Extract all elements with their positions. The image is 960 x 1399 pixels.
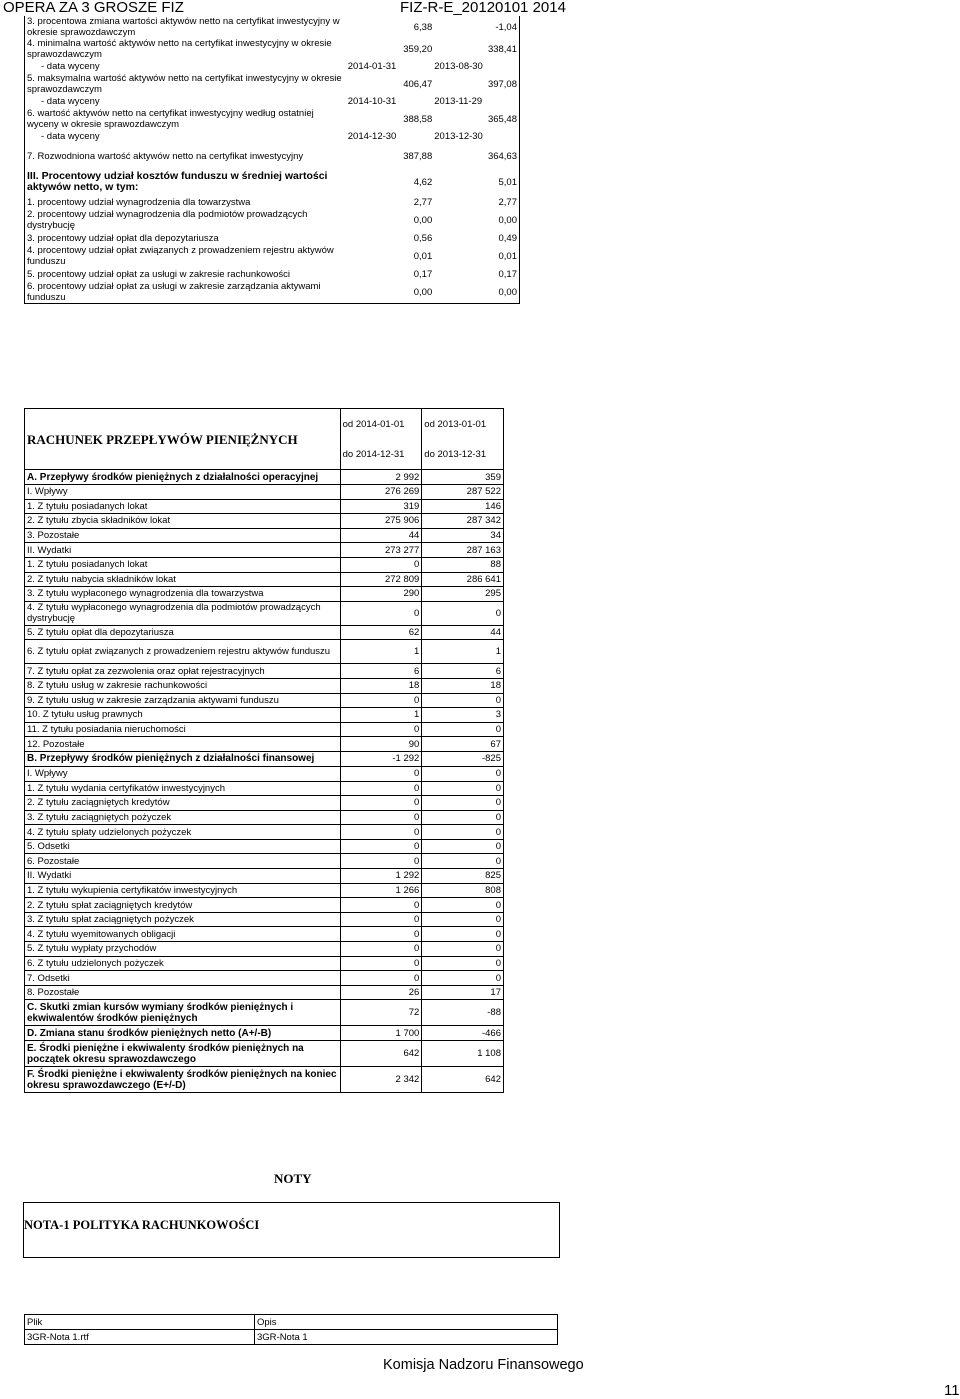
stat-value-current: 387,88	[403, 150, 433, 162]
cashflow-value-previous: -825	[422, 751, 504, 766]
plik-header: Plik	[25, 1315, 255, 1330]
stat-row	[25, 130, 520, 143]
cashflow-value-current: 642	[340, 1041, 422, 1067]
cashflow-value-previous: 3	[422, 708, 504, 723]
cashflow-value-current: 272 809	[340, 572, 422, 587]
nota-1-title: NOTA-1 POLITYKA RACHUNKOWOŚCI	[24, 1218, 260, 1232]
notes-title: NOTY	[274, 1171, 312, 1186]
cashflow-label: 2. Z tytułu zbycia składników lokat	[25, 514, 341, 529]
stat-value-previous: 2013-12-30	[434, 131, 483, 142]
cashflow-label: 9. Z tytułu usług w zakresie zarządzania aktywami funduszu	[25, 693, 341, 708]
cashflow-value-current: -1 292	[340, 751, 422, 766]
cashflow-row	[25, 839, 504, 854]
stat-value-current: 2,77	[413, 196, 433, 208]
report-code: FIZ-R-E_20120101 2014	[400, 0, 566, 16]
cashflow-label: F. Środki pieniężne i ekwiwalenty środków pieniężnych na koniec okresu sprawozdawczego (E+/-D)	[25, 1067, 341, 1093]
cashflow-label: 3. Pozostałe	[25, 528, 341, 543]
cashflow-row	[25, 625, 504, 640]
stat-row	[25, 143, 520, 169]
stat-label: 6. procentowy udział opłat za usługi w zakresie zarządzania aktywami funduszu	[27, 281, 321, 303]
cashflow-label: 5. Z tytułu wypłaty przychodów	[25, 942, 341, 957]
cashflow-value-previous: 825	[422, 869, 504, 884]
stat-label: 2. procentowy udział wynagrodzenia dla podmiotów prowadzących dystrybucję	[27, 209, 308, 231]
cashflow-label: 6. Z tytułu udzielonych pożyczek	[25, 956, 341, 971]
cashflow-label: 4. Z tytułu wyemitowanych obligacji	[25, 927, 341, 942]
cashflow-label: 7. Odsetki	[25, 971, 341, 986]
cashflow-value-previous: 287 522	[422, 485, 504, 500]
cashflow-title: RACHUNEK PRZEPŁYWÓW PIENIĘŻNYCH	[25, 409, 341, 470]
nota-1-box	[23, 1202, 560, 1258]
cashflow-label: 2. Z tytułu nabycia składników lokat	[25, 572, 341, 587]
cashflow-row	[25, 499, 504, 514]
cashflow-label: 2. Z tytułu zaciągniętych kredytów	[25, 796, 341, 811]
cashflow-row	[25, 985, 504, 1000]
cashflow-value-current: 0	[340, 942, 422, 957]
cashflow-label: 10. Z tytułu usług prawnych	[25, 708, 341, 723]
stat-row	[25, 108, 520, 130]
cashflow-value-current: 0	[340, 693, 422, 708]
fund-stats-table	[24, 16, 520, 304]
page-header	[0, 0, 960, 16]
stat-row	[25, 16, 520, 38]
col1-from: od 2014-01-01	[340, 409, 422, 440]
stat-value-current: 0,00	[413, 286, 433, 298]
stat-value-current: 0,00	[413, 214, 433, 226]
stat-value-previous: 0,00	[498, 214, 517, 226]
cashflow-row	[25, 1000, 504, 1026]
cashflow-row	[25, 810, 504, 825]
cashflow-value-previous: 146	[422, 499, 504, 514]
page-number: 11	[944, 1382, 960, 1399]
cashflow-value-previous: 359	[422, 470, 504, 485]
cashflow-label: 1. Z tytułu wykupienia certyfikatów inwestycyjnych	[25, 883, 341, 898]
cashflow-label: 8. Pozostałe	[25, 985, 341, 1000]
cashflow-row	[25, 572, 504, 587]
cashflow-row	[25, 485, 504, 500]
stat-value-previous: 0,00	[498, 286, 517, 298]
cashflow-row	[25, 751, 504, 766]
stat-label: 5. maksymalna wartość aktywów netto na certyfikat inwestycyjny w okresie sprawozdawczym	[27, 73, 342, 95]
cashflow-value-current: 273 277	[340, 543, 422, 558]
cashflow-value-previous: 0	[422, 796, 504, 811]
cashflow-value-previous: 6	[422, 664, 504, 679]
stat-value-previous: 397,08	[487, 78, 517, 90]
stat-value-previous: 364,63	[487, 150, 517, 162]
cashflow-value-previous: 0	[422, 781, 504, 796]
stat-label: - data wyceny	[41, 61, 100, 72]
cashflow-row	[25, 1026, 504, 1041]
cashflow-value-current: 0	[340, 971, 422, 986]
cashflow-label: E. Środki pieniężne i ekwiwalenty środków pieniężnych na początek okresu sprawozdawczego	[25, 1041, 341, 1067]
cashflow-value-previous: 0	[422, 693, 504, 708]
cashflow-row	[25, 912, 504, 927]
cashflow-value-previous: 0	[422, 898, 504, 913]
opis-header: Opis	[255, 1315, 558, 1330]
cashflow-value-current: 0	[340, 854, 422, 869]
cashflow-value-current: 1 292	[340, 869, 422, 884]
cashflow-row	[25, 737, 504, 752]
stat-label: III. Procentowy udział kosztów funduszu w średniej wartości aktywów netto, w tym:	[27, 170, 328, 193]
cashflow-value-current: 290	[340, 587, 422, 602]
cashflow-row	[25, 927, 504, 942]
cashflow-value-current: 72	[340, 1000, 422, 1026]
cashflow-label: 8. Z tytułu usług w zakresie rachunkowości	[25, 678, 341, 693]
cashflow-value-current: 0	[340, 912, 422, 927]
cashflow-row	[25, 678, 504, 693]
cashflow-value-current: 1 700	[340, 1026, 422, 1041]
cashflow-value-current: 276 269	[340, 485, 422, 500]
cashflow-value-current: 62	[340, 625, 422, 640]
cashflow-row	[25, 854, 504, 869]
stat-label: - data wyceny	[41, 96, 100, 107]
stat-row	[25, 73, 520, 95]
cashflow-row	[25, 528, 504, 543]
cashflow-label: 5. Z tytułu opłat dla depozytariusza	[25, 625, 341, 640]
cashflow-value-previous: 642	[422, 1067, 504, 1093]
cashflow-value-current: 0	[340, 722, 422, 737]
stat-value-current: 4,62	[413, 176, 433, 188]
cashflow-row	[25, 883, 504, 898]
stat-value-previous: 2013-11-29	[434, 96, 483, 107]
cashflow-value-previous: 0	[422, 839, 504, 854]
stat-label: 5. procentowy udział opłat za usługi w zakresie rachunkowości	[27, 268, 290, 280]
stat-row	[25, 281, 520, 304]
stat-value-current: 388,58	[403, 113, 433, 125]
cashflow-value-current: 0	[340, 927, 422, 942]
stat-label: 3. procentowa zmiana wartości aktywów netto na certyfikat inwestycyjny w okresie sprawozdawczym	[27, 16, 340, 38]
cashflow-value-previous: 34	[422, 528, 504, 543]
cashflow-label: A. Przepływy środków pieniężnych z działalności operacyjnej	[25, 470, 341, 485]
cashflow-value-previous: 67	[422, 737, 504, 752]
cashflow-value-current: 0	[340, 557, 422, 572]
stat-value-current: 0,01	[413, 250, 433, 262]
cashflow-value-current: 275 906	[340, 514, 422, 529]
cashflow-value-previous: 0	[422, 722, 504, 737]
cashflow-header-row	[25, 409, 504, 440]
cashflow-value-previous: 44	[422, 625, 504, 640]
cashflow-row	[25, 1067, 504, 1093]
cashflow-row	[25, 587, 504, 602]
cashflow-row	[25, 825, 504, 840]
cashflow-label: 6. Pozostałe	[25, 854, 341, 869]
plik-link[interactable]: 3GR-Nota 1.rtf	[25, 1330, 255, 1345]
cashflow-label: 11. Z tytułu posiadania nieruchomości	[25, 722, 341, 737]
cashflow-value-previous: -88	[422, 1000, 504, 1026]
stat-row	[25, 195, 520, 209]
cashflow-label: C. Skutki zmian kursów wymiany środków pieniężnych i ekwiwalentów środków pieniężnych	[25, 1000, 341, 1026]
cashflow-row	[25, 766, 504, 781]
cashflow-row	[25, 971, 504, 986]
cashflow-value-previous: 88	[422, 557, 504, 572]
stat-value-previous: 2013-08-30	[434, 61, 483, 72]
stat-row	[25, 95, 520, 108]
stat-value-previous: -1,04	[495, 21, 517, 33]
cashflow-label: 7. Z tytułu opłat za zezwolenia oraz opłat rejestracyjnych	[25, 664, 341, 679]
cashflow-label: D. Zmiana stanu środków pieniężnych netto (A+/-B)	[25, 1026, 341, 1041]
stat-value-current: 406,47	[403, 78, 433, 90]
stat-row	[25, 267, 520, 281]
cashflow-label: 5. Odsetki	[25, 839, 341, 854]
cashflow-value-previous: -466	[422, 1026, 504, 1041]
stat-value-current: 6,38	[413, 21, 433, 33]
cashflow-row	[25, 942, 504, 957]
stat-label: 1. procentowy udział wynagrodzenia dla towarzystwa	[27, 196, 251, 208]
cashflow-value-previous: 1 108	[422, 1041, 504, 1067]
cashflow-value-previous: 286 641	[422, 572, 504, 587]
cashflow-value-previous: 0	[422, 912, 504, 927]
cashflow-value-current: 26	[340, 985, 422, 1000]
cashflow-value-current: 0	[340, 601, 422, 625]
cashflow-value-previous: 0	[422, 942, 504, 957]
cashflow-value-previous: 0	[422, 825, 504, 840]
stat-value-current: 2014-01-31	[347, 61, 397, 72]
cashflow-row	[25, 601, 504, 625]
stat-value-current: 2014-12-30	[347, 131, 397, 142]
cashflow-value-previous: 808	[422, 883, 504, 898]
cashflow-row	[25, 664, 504, 679]
cashflow-value-current: 0	[340, 781, 422, 796]
cashflow-value-current: 0	[340, 766, 422, 781]
cashflow-row	[25, 722, 504, 737]
cashflow-label: 4. Z tytułu wypłaconego wynagrodzenia dla podmiotów prowadzących dystrybucję	[25, 601, 341, 625]
stat-value-previous: 0,49	[498, 232, 517, 244]
cashflow-value-current: 0	[340, 810, 422, 825]
cashflow-value-previous: 295	[422, 587, 504, 602]
opis-value: 3GR-Nota 1	[255, 1330, 558, 1345]
col2-from: od 2013-01-01	[422, 409, 504, 440]
stat-label: 3. procentowy udział opłat dla depozytariusza	[27, 232, 219, 244]
cashflow-row	[25, 543, 504, 558]
footer-text: Komisja Nadzoru Finansowego	[383, 1357, 584, 1373]
stat-value-current: 359,20	[403, 43, 433, 55]
cashflow-row	[25, 869, 504, 884]
cashflow-label: 1. Z tytułu wydania certyfikatów inwestycyjnych	[25, 781, 341, 796]
stat-row	[25, 60, 520, 73]
cashflow-value-previous: 1	[422, 640, 504, 664]
cashflow-value-current: 90	[340, 737, 422, 752]
stat-label: 7. Rozwodniona wartość aktywów netto na certyfikat inwestycyjny	[27, 150, 304, 162]
cashflow-row	[25, 640, 504, 664]
stat-row	[25, 169, 520, 195]
cashflow-value-current: 0	[340, 796, 422, 811]
cashflow-value-current: 0	[340, 825, 422, 840]
cashflow-value-previous: 287 342	[422, 514, 504, 529]
cashflow-label: 3. Z tytułu spłat zaciągniętych pożyczek	[25, 912, 341, 927]
stat-value-current: 0,17	[413, 268, 433, 280]
cashflow-value-current: 44	[340, 528, 422, 543]
cashflow-value-current: 319	[340, 499, 422, 514]
stat-value-previous: 5,01	[498, 176, 517, 188]
cashflow-value-previous: 18	[422, 678, 504, 693]
cashflow-value-previous: 17	[422, 985, 504, 1000]
cashflow-value-current: 0	[340, 898, 422, 913]
stat-value-current: 0,56	[413, 232, 433, 244]
col1-to: do 2014-12-31	[340, 439, 422, 470]
cashflow-row	[25, 956, 504, 971]
stat-row	[25, 38, 520, 60]
cashflow-label: 12. Pozostałe	[25, 737, 341, 752]
cashflow-value-previous: 0	[422, 956, 504, 971]
cashflow-value-current: 2 992	[340, 470, 422, 485]
stat-value-current: 2014-10-31	[347, 96, 397, 107]
cashflow-value-previous: 0	[422, 810, 504, 825]
stat-value-previous: 338,41	[487, 43, 517, 55]
stat-value-previous: 0,17	[498, 268, 517, 280]
stat-value-previous: 2,77	[498, 196, 517, 208]
stat-value-previous: 0,01	[498, 250, 517, 262]
cashflow-label: 6. Z tytułu opłat związanych z prowadzeniem rejestru aktywów funduszu	[25, 640, 341, 664]
cashflow-row	[25, 898, 504, 913]
cashflow-label: 1. Z tytułu posiadanych lokat	[25, 499, 341, 514]
cashflow-value-current: 1	[340, 708, 422, 723]
cashflow-value-current: 2 342	[340, 1067, 422, 1093]
col2-to: do 2013-12-31	[422, 439, 504, 470]
cashflow-value-current: 1	[340, 640, 422, 664]
cashflow-value-current: 18	[340, 678, 422, 693]
cashflow-label: II. Wydatki	[25, 543, 341, 558]
cashflow-label: I. Wpływy	[25, 485, 341, 500]
cashflow-value-previous: 0	[422, 854, 504, 869]
cashflow-row	[25, 708, 504, 723]
stat-row	[25, 209, 520, 231]
cashflow-label: B. Przepływy środków pieniężnych z działalności finansowej	[25, 751, 341, 766]
cashflow-label: I. Wpływy	[25, 766, 341, 781]
attachment-table	[24, 1314, 558, 1345]
cashflow-value-previous: 0	[422, 927, 504, 942]
cashflow-value-previous: 0	[422, 971, 504, 986]
cashflow-row	[25, 1041, 504, 1067]
cashflow-value-previous: 0	[422, 601, 504, 625]
cashflow-row	[25, 470, 504, 485]
stat-row	[25, 231, 520, 245]
cashflow-value-current: 0	[340, 839, 422, 854]
cashflow-row	[25, 557, 504, 572]
cashflow-row	[25, 796, 504, 811]
fund-name: OPERA ZA 3 GROSZE FIZ	[3, 0, 184, 16]
cashflow-row	[25, 514, 504, 529]
cashflow-value-previous: 0	[422, 766, 504, 781]
cashflow-table	[24, 408, 504, 1093]
cashflow-label: 1. Z tytułu posiadanych lokat	[25, 557, 341, 572]
cashflow-label: 4. Z tytułu spłaty udzielonych pożyczek	[25, 825, 341, 840]
cashflow-value-current: 0	[340, 956, 422, 971]
stat-label: 4. minimalna wartość aktywów netto na certyfikat inwestycyjny w okresie sprawozdawczym	[27, 38, 332, 60]
stat-row	[25, 245, 520, 267]
cashflow-label: 2. Z tytułu spłat zaciągniętych kredytów	[25, 898, 341, 913]
cashflow-row	[25, 693, 504, 708]
cashflow-value-previous: 287 163	[422, 543, 504, 558]
cashflow-value-current: 6	[340, 664, 422, 679]
stat-label: - data wyceny	[41, 131, 100, 142]
cashflow-label: 3. Z tytułu wypłaconego wynagrodzenia dla towarzystwa	[25, 587, 341, 602]
stat-value-previous: 365,48	[487, 113, 517, 125]
cashflow-label: II. Wydatki	[25, 869, 341, 884]
stat-label: 4. procentowy udział opłat związanych z prowadzeniem rejestru aktywów funduszu	[27, 245, 334, 267]
cashflow-row	[25, 781, 504, 796]
cashflow-label: 3. Z tytułu zaciągniętych pożyczek	[25, 810, 341, 825]
stat-label: 6. wartość aktywów netto na certyfikat inwestycyjny według ostatniej wyceny w okresie sprawozdawczym	[27, 108, 314, 130]
cashflow-value-current: 1 266	[340, 883, 422, 898]
